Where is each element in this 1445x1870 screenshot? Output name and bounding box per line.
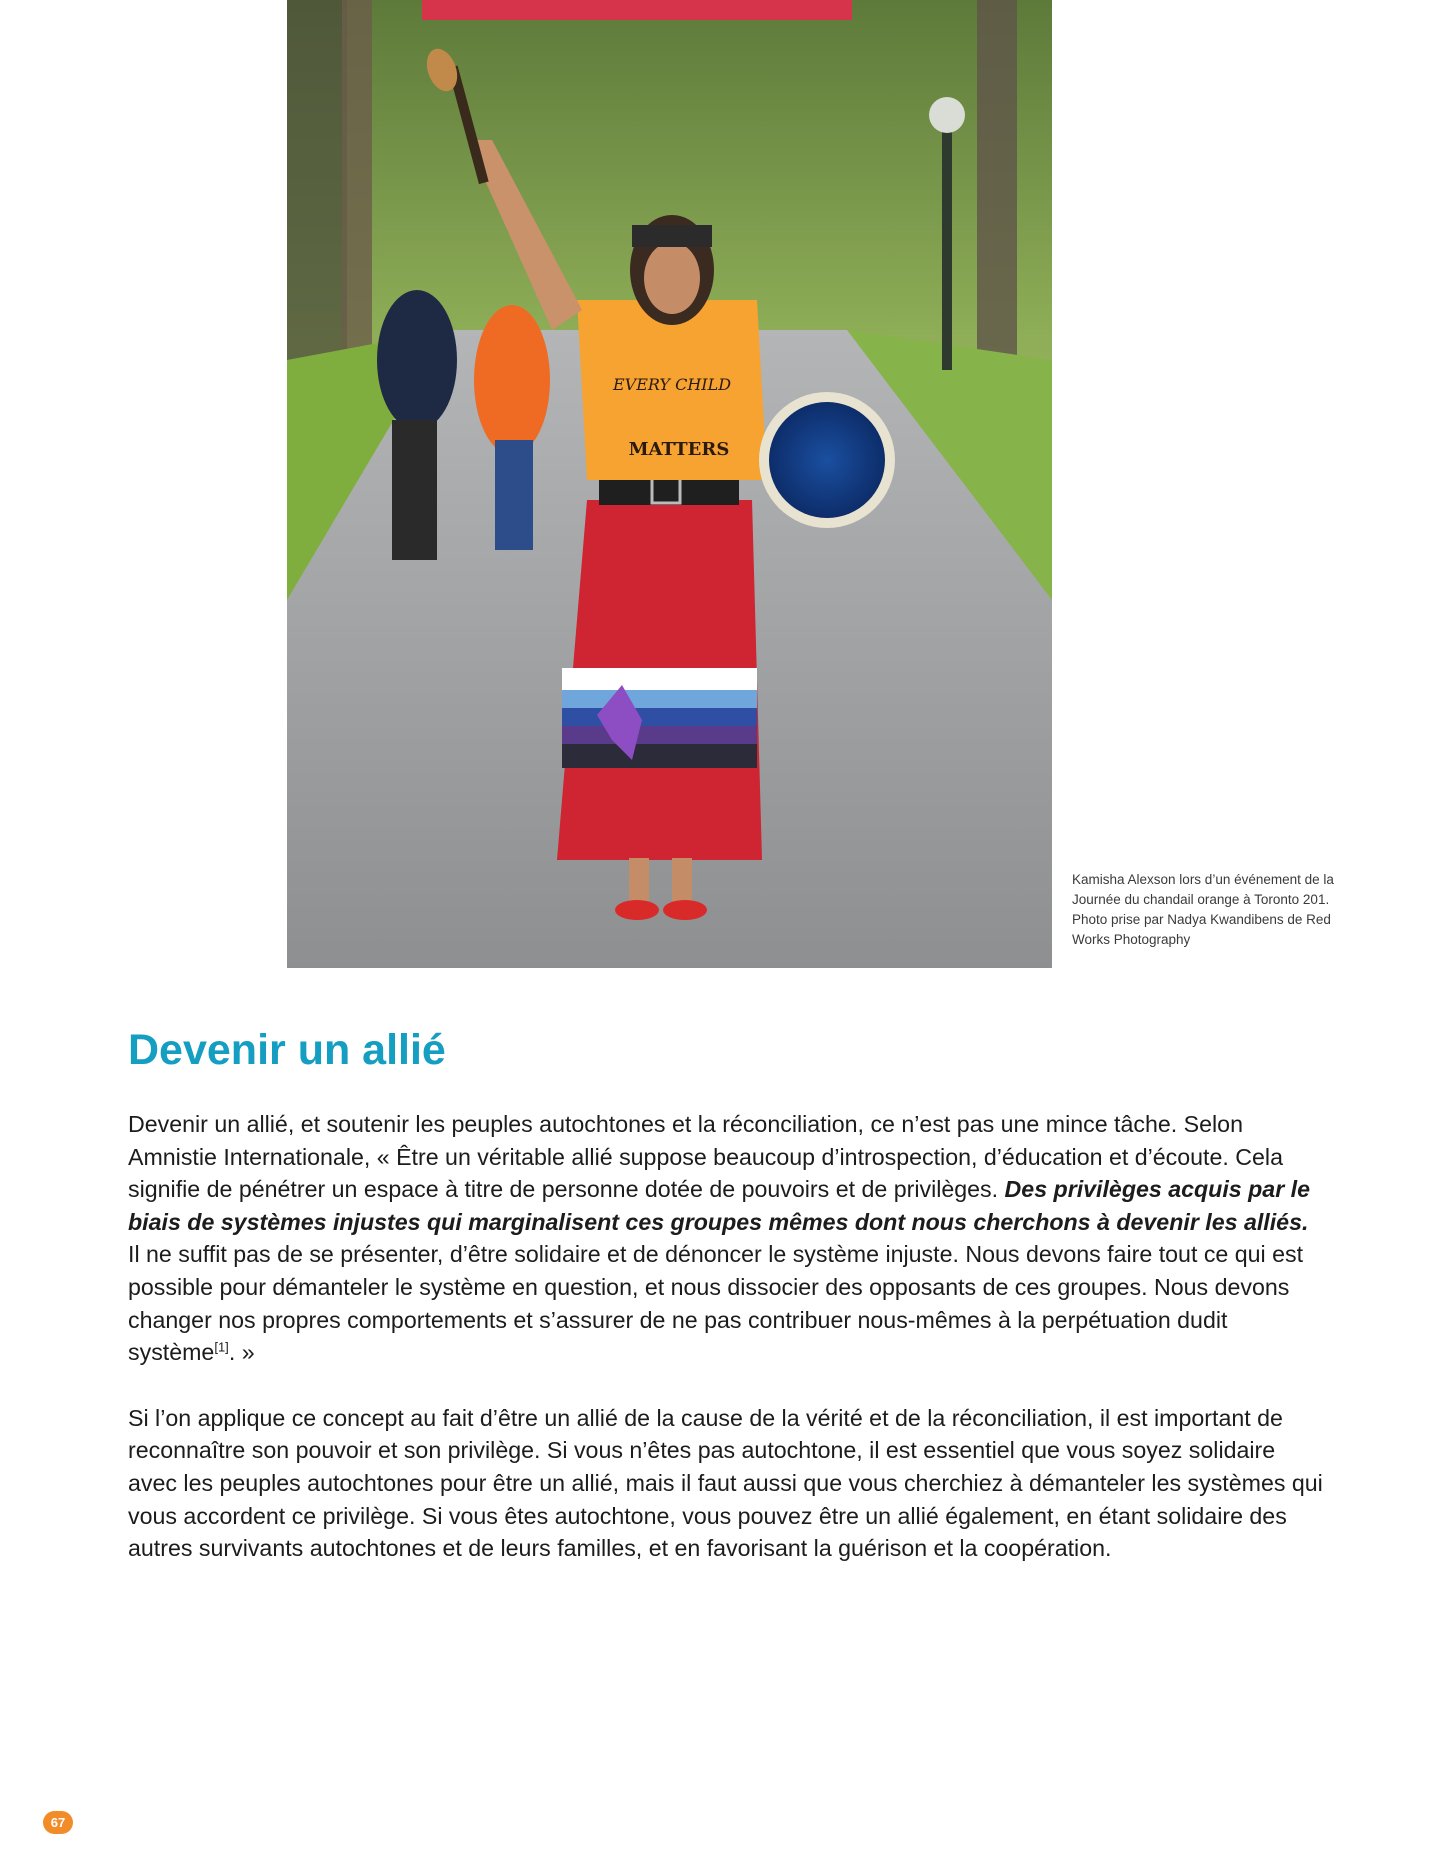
paragraph-2: Si l’on applique ce concept au fait d’être un allié de la cause de la vérité et de la réconciliation, il est important de reconnaître son pouvoir et son privilège. Si vous n’êtes pas autochtone, il est essentiel que vous soyez solidaire avec les peuples autochtones pour être un allié, mais il faut aussi que vous cherchiez à démanteler les systèmes qui vous accordent ce privilège. Si vous êtes autochtone, vous pouvez être un allié également, en étant solidaire des autres survivants autochtones et de leurs familles, et en favorisant la guérison et la coopération. xyxy=(128,1404,1323,1562)
shirt-text-top: EVERY CHILD xyxy=(612,375,732,394)
paragraph-1-intro: Devenir un allié, et soutenir les peuples autochtones et la réconciliation, ce n’est pas une mince tâche. Selon Amnistie Internationale, « Être un véritable allié suppose beaucoup d’introspection, d’éducation et d’écoute. Cela signifie de pénétrer un espace à titre de personne dotée de pouvoirs et de privilèges. xyxy=(128,1111,1283,1203)
paragraph-1 xyxy=(128,1108,1323,1369)
page-number-badge: 67 xyxy=(43,1811,73,1834)
paragraph-1-emphasis: Des privilèges acquis par le biais de systèmes injustes qui marginalisent ces groupes mêmes dont nous cherchons à devenir les alliés. xyxy=(128,1176,1310,1235)
body-text xyxy=(128,1108,1323,1598)
paragraph-1-close: . » xyxy=(228,1339,255,1366)
hero-photo xyxy=(287,0,1052,968)
section-heading: Devenir un allié xyxy=(128,1026,446,1074)
paragraph-1-rest: Il ne suffit pas de se présenter, d’être solidaire et de dénoncer le système injuste. Nous devons faire tout ce qui est possible pour démanteler le système en question, et nous dissocier des opposants de ces groupes. Nous devons changer nos propres comportements et s’assurer de ne pas contribuer nous-mêmes à la perpétuation dudit système xyxy=(128,1241,1304,1366)
shirt-text-bottom: MATTERS xyxy=(628,439,730,460)
photo-caption: Kamisha Alexson lors d’un événement de la Journée du chandail orange à Toronto 201. Photo prise par Nadya Kwandibens de Red Works Photography xyxy=(1072,872,1334,947)
footnote-marker[interactable]: [1] xyxy=(214,1339,229,1355)
photo-illustration xyxy=(287,0,1052,968)
